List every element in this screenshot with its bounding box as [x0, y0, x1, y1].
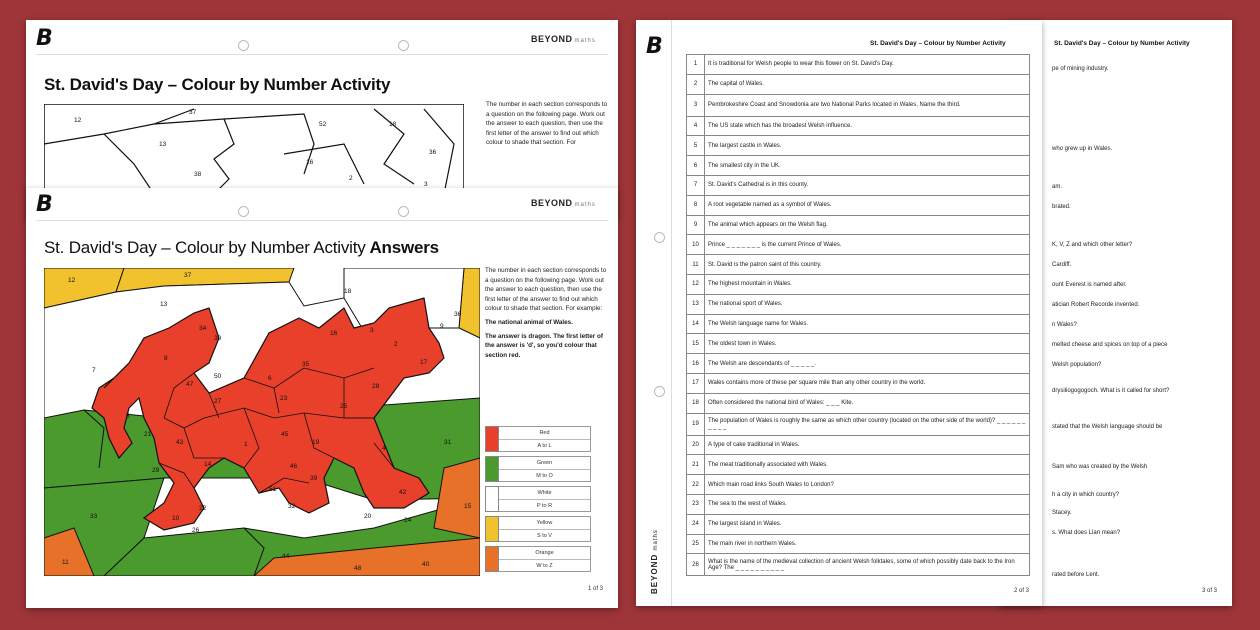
- beyond-logo-icon: B: [36, 26, 52, 51]
- map-number: 36: [454, 311, 462, 318]
- map-number: 12: [68, 277, 76, 284]
- punch-hole: [398, 40, 409, 51]
- question-fragment: stated that the Welsh language should be: [1052, 424, 1163, 430]
- map-number: 24: [404, 517, 412, 524]
- map-number: 47: [186, 381, 194, 388]
- question-row: [687, 255, 1030, 275]
- page-number: 1 of 3: [588, 586, 604, 592]
- question-row: [687, 534, 1030, 554]
- legend-row-green: Green M to O: [485, 456, 591, 482]
- question-number: 14: [687, 314, 705, 334]
- question-row: [687, 554, 1030, 576]
- question-fragment: Welsh population?: [1052, 362, 1102, 368]
- worksheet-questions-page: [636, 20, 1042, 606]
- map-number: 33: [90, 513, 98, 520]
- question-number: 1: [687, 55, 705, 75]
- legend-row-white: White P to R: [485, 486, 591, 512]
- map-number: 2: [394, 341, 398, 348]
- question-text: The capital of Wales.: [705, 74, 1030, 94]
- map-number: 17: [420, 359, 428, 366]
- question-text: The animal which appears on the Welsh flag.: [705, 215, 1030, 235]
- map-number: 18: [344, 288, 352, 295]
- legend-row-red: Red A to L: [485, 426, 591, 452]
- question-number: 4: [687, 116, 705, 136]
- map-number: 50: [214, 373, 222, 380]
- map-number: 28: [372, 383, 380, 390]
- map-number: 52: [319, 121, 327, 128]
- question-fragment: n Wales?: [1052, 322, 1077, 328]
- question-fragment: who grew up in Wales.: [1052, 146, 1113, 152]
- question-text: The oldest town in Wales.: [705, 334, 1030, 354]
- beyond-logo-icon: B: [36, 192, 52, 217]
- brand-name: BEYOND maths: [531, 198, 596, 208]
- question-number: 26: [687, 554, 705, 576]
- page-title: St. David's Day – Colour by Number Activity: [44, 75, 391, 94]
- question-text: The national sport of Wales.: [705, 294, 1030, 314]
- legend-row-orange: Orange W to Z: [485, 546, 591, 572]
- question-row: [687, 494, 1030, 514]
- question-row: [687, 475, 1030, 495]
- question-fragment: s. What does Llan mean?: [1052, 530, 1121, 536]
- question-row: [687, 314, 1030, 334]
- question-row: [687, 274, 1030, 294]
- map-number: 32: [288, 503, 296, 510]
- question-text: The main river in northern Wales.: [705, 534, 1030, 554]
- question-row: [687, 393, 1030, 413]
- question-row: [687, 294, 1030, 314]
- question-number: 8: [687, 195, 705, 215]
- map-number: 9: [440, 323, 444, 330]
- question-text: It is traditional for Welsh people to wear this flower on St. David's Day.: [705, 55, 1030, 75]
- question-number: 25: [687, 534, 705, 554]
- page-header: St. David's Day – Colour by Number Activity: [1054, 40, 1190, 47]
- map-number: 51: [269, 486, 277, 493]
- map-number: 26: [192, 527, 200, 534]
- question-row: [687, 373, 1030, 393]
- question-number: 19: [687, 413, 705, 435]
- question-fragment: atician Robert Recorde invented.: [1052, 302, 1140, 308]
- colour-key: [485, 426, 591, 576]
- map-number: 42: [399, 489, 407, 496]
- question-number: 6: [687, 156, 705, 176]
- map-number: 12: [74, 117, 82, 124]
- map-number: 35: [302, 361, 310, 368]
- question-number: 20: [687, 435, 705, 455]
- question-fragment: Sam who was created by the Welsh: [1052, 464, 1148, 470]
- question-text: Which main road links South Wales to London?: [705, 475, 1030, 495]
- question-number: 21: [687, 455, 705, 475]
- red-swatch: [485, 426, 499, 452]
- questions-table: [686, 54, 1030, 576]
- punch-hole: [654, 386, 665, 397]
- question-number: 10: [687, 235, 705, 255]
- map-number: 3: [424, 181, 428, 188]
- page-number: 3 of 3: [1202, 588, 1218, 594]
- map-number: 44: [282, 553, 290, 560]
- map-number: 16: [330, 330, 338, 337]
- map-number: 38: [194, 171, 202, 178]
- question-number: 3: [687, 94, 705, 116]
- question-text: The US state which has the broadest Welsh influence.: [705, 116, 1030, 136]
- map-number: 3: [370, 327, 374, 334]
- question-row: [687, 455, 1030, 475]
- brand-name: BEYOND maths: [531, 34, 596, 44]
- question-row: [687, 215, 1030, 235]
- punch-hole: [654, 232, 665, 243]
- question-row: [687, 116, 1030, 136]
- question-text: The largest castle in Wales.: [705, 136, 1030, 156]
- map-number: 39: [310, 475, 318, 482]
- question-number: 22: [687, 475, 705, 495]
- map-number: 37: [189, 109, 197, 116]
- question-text: Pembrokeshire Coast and Snowdonia are two National Parks located in Wales. Name the third.: [705, 94, 1030, 116]
- example-question: The national animal of Wales.: [485, 318, 573, 326]
- map-number: 15: [464, 503, 472, 510]
- map-number: 29: [152, 467, 160, 474]
- map-number: 31: [444, 439, 452, 446]
- map-number: 8: [164, 355, 168, 362]
- question-text: St. David is the patron saint of this country.: [705, 255, 1030, 275]
- question-text: The largest island in Wales.: [705, 514, 1030, 534]
- punch-hole: [238, 40, 249, 51]
- question-text: The meat traditionally associated with Wales.: [705, 455, 1030, 475]
- question-number: 9: [687, 215, 705, 235]
- page-header: St. David's Day – Colour by Number Activity: [870, 40, 1006, 47]
- yellow-swatch: [485, 516, 499, 542]
- question-number: 15: [687, 334, 705, 354]
- question-text: The Welsh are descendants of _ _ _ _ _.: [705, 354, 1030, 374]
- question-row: [687, 55, 1030, 75]
- question-text: The highest mountain in Wales.: [705, 274, 1030, 294]
- question-text: The Welsh language name for Wales.: [705, 314, 1030, 334]
- worksheet-answers-page: [26, 188, 618, 608]
- question-fragment: rated before Lent.: [1052, 572, 1100, 578]
- question-row: [687, 413, 1030, 435]
- question-number: 16: [687, 354, 705, 374]
- beyond-logo-icon: B: [646, 34, 662, 59]
- question-fragment: drysiliogogogoch. What is it called for short?: [1052, 388, 1170, 394]
- map-number: 13: [160, 301, 168, 308]
- question-row: [687, 136, 1030, 156]
- map-number: 19: [312, 439, 320, 446]
- question-row: [687, 195, 1030, 215]
- white-swatch: [485, 486, 499, 512]
- question-row: [687, 74, 1030, 94]
- instructions-text: The number in each section corresponds to a question on the following page. Work out the answer to each question, then use the first letter of the answer to find out which colour to shade that section. For example:: [485, 267, 607, 313]
- question-row: [687, 354, 1030, 374]
- map-number: 6: [268, 375, 272, 382]
- question-row: [687, 175, 1030, 195]
- map-number: 45: [281, 431, 289, 438]
- map-number: 13: [159, 141, 167, 148]
- map-number: 4: [382, 445, 386, 452]
- map-number: 20: [364, 513, 372, 520]
- map-number: 27: [214, 398, 222, 405]
- map-number: 21: [144, 431, 152, 438]
- green-swatch: [485, 456, 499, 482]
- example-answer: The answer is dragon. The first letter of the answer is 'd', so you'd colour that section red.: [485, 332, 603, 359]
- question-number: 2: [687, 74, 705, 94]
- vertical-brand-name: BEYOND maths: [650, 529, 659, 594]
- question-fragment: brated.: [1052, 204, 1071, 210]
- map-number: 22: [199, 505, 207, 512]
- question-number: 17: [687, 373, 705, 393]
- map-number: 18: [389, 121, 397, 128]
- page-number: 2 of 3: [1014, 588, 1030, 594]
- question-text: A root vegetable named as a symbol of Wales.: [705, 195, 1030, 215]
- map-number: 46: [290, 463, 298, 470]
- orange-swatch: [485, 546, 499, 572]
- map-number: 1: [244, 441, 248, 448]
- question-number: 23: [687, 494, 705, 514]
- map-number: 40: [422, 561, 430, 568]
- map-number: 43: [176, 439, 184, 446]
- question-text: What is the name of the medieval collection of ancient Welsh folktales, some of which possibly date back to the Iron Age? The _ _ _ _ _ _ _ _ _ _: [705, 554, 1030, 576]
- map-number: 16: [306, 159, 314, 166]
- question-number: 12: [687, 274, 705, 294]
- question-fragment: Cardiff.: [1052, 262, 1072, 268]
- question-fragment: h a city in which country?: [1052, 492, 1120, 498]
- map-number: 10: [172, 515, 180, 522]
- map-number: 30: [214, 335, 222, 342]
- legend-row-yellow: Yellow S to V: [485, 516, 591, 542]
- welsh-flag-coloured-map: [44, 268, 480, 576]
- question-number: 11: [687, 255, 705, 275]
- question-fragment: am.: [1052, 184, 1063, 190]
- map-number: 5: [126, 413, 130, 420]
- question-row: [687, 235, 1030, 255]
- question-fragment: ount Everest is named after.: [1052, 282, 1127, 288]
- question-text: A type of cake traditional in Wales.: [705, 435, 1030, 455]
- map-number: 36: [429, 149, 437, 156]
- question-number: 7: [687, 175, 705, 195]
- map-number: 7: [92, 367, 96, 374]
- question-row: [687, 435, 1030, 455]
- map-number: 48: [354, 565, 362, 572]
- question-row: [687, 514, 1030, 534]
- punch-hole: [238, 206, 249, 217]
- question-number: 18: [687, 393, 705, 413]
- map-number: 14: [204, 461, 212, 468]
- page-title: St. David's Day – Colour by Number Activity Answers: [44, 238, 439, 257]
- question-text: Wales contains more of these per square mile than any other country in the world.: [705, 373, 1030, 393]
- question-row: [687, 156, 1030, 176]
- map-number: 37: [184, 272, 192, 279]
- question-fragment: Stacey.: [1052, 510, 1072, 516]
- map-number: 23: [280, 395, 288, 402]
- question-text: Often considered the national bird of Wales: _ _ _ Kite.: [705, 393, 1030, 413]
- question-text: The population of Wales is roughly the same as which other country (located on the other side of the world)? _ _ _ _ _ _ _ _ _ _: [705, 413, 1030, 435]
- question-fragment: K, V, Z and which other letter?: [1052, 242, 1133, 248]
- question-text: Prince _ _ _ _ _ _ _ is the current Prince of Wales.: [705, 235, 1030, 255]
- map-number: 2: [349, 175, 353, 182]
- question-text: The sea to the west of Wales.: [705, 494, 1030, 514]
- map-number: 25: [340, 403, 348, 410]
- question-text: The smallest city in the UK.: [705, 156, 1030, 176]
- punch-hole: [398, 206, 409, 217]
- map-number: 34: [199, 325, 207, 332]
- question-row: [687, 334, 1030, 354]
- question-row: [687, 94, 1030, 116]
- uncoloured-map: [44, 104, 464, 194]
- question-number: 24: [687, 514, 705, 534]
- question-fragment: melted cheese and spices on top of a piece: [1052, 342, 1168, 348]
- question-text: St. David's Cathedral is in this county.: [705, 175, 1030, 195]
- map-number: 11: [62, 559, 69, 566]
- question-number: 13: [687, 294, 705, 314]
- instructions-text: The number in each section corresponds to a question on the following page. Work out the answer to each question, then use the first letter of the answer to find out which colour to shade that section. For: [486, 101, 608, 147]
- question-fragment: pe of mining industry.: [1052, 66, 1109, 72]
- instructions-panel: [485, 266, 609, 364]
- question-number: 5: [687, 136, 705, 156]
